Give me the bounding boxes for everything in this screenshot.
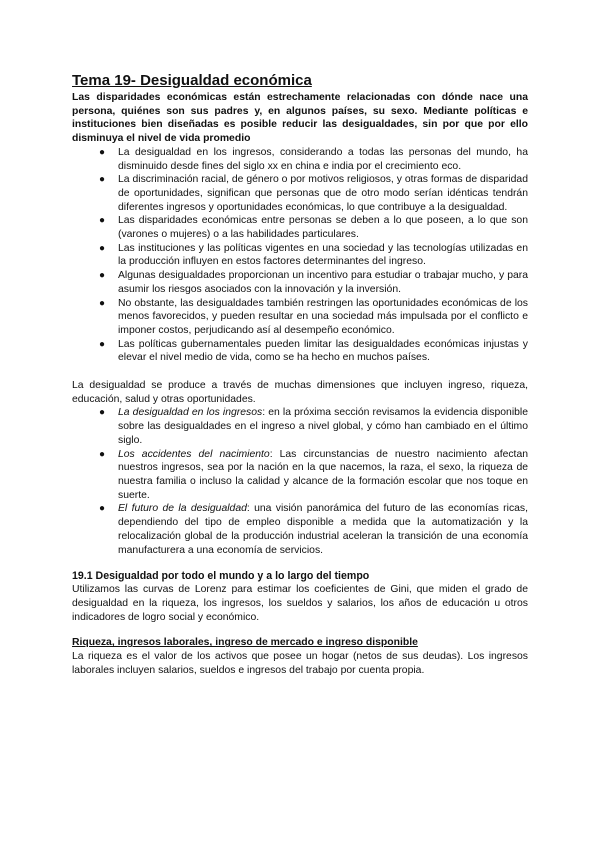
term: El futuro de la desigualdad	[118, 503, 247, 515]
term: La desigualdad en los ingresos	[118, 407, 263, 419]
bullet-icon: ●	[99, 270, 106, 282]
spacer	[72, 557, 528, 569]
spacer	[72, 365, 528, 379]
subsection-paragraph: La riqueza es el valor de los activos que posee un hogar (netos de sus deudas). Los ingresos laborales incluyen salarios, sueldos e ingresos del trabajo por cuenta propia.	[72, 651, 528, 677]
subsection-heading: Riqueza, ingresos laborales, ingreso de mercado e ingreso disponible	[72, 637, 418, 649]
bullet-icon: ●	[99, 297, 106, 309]
list-item: ● Las disparidades económicas entre personas se deben a lo que poseen, a lo que son (varones o mujeres) o a las habilidades particulares.	[99, 215, 528, 241]
list-item: ● La desigualdad en los ingresos, considerando a todas las personas del mundo, ha disminuido desde fines del siglo xx en china e india por el crecimiento eco.	[99, 146, 528, 172]
bullet-list-main	[72, 146, 528, 365]
bullet-icon: ●	[99, 407, 106, 419]
list-item: ● El futuro de la desigualdad: una visión panorámica del futuro de las economías ricas, dependiendo del tipo de empleo disponible a medida que la automatización y la relocalización global de la producción industrial aceleran la transición de una economía manufacturera a una economía de servicios.	[99, 503, 529, 556]
term: Los accidentes del nacimiento	[118, 448, 270, 460]
bullet-icon: ●	[99, 146, 106, 158]
bullet-list-dimensions	[72, 406, 528, 557]
list-item: ● No obstante, las desigualdades también restringen las oportunidades económicas de los menos favorecidos, y pueden resultar en una sociedad más impulsada por el conflicto e imponer costos, perjudicando así al desempeño económico.	[99, 297, 528, 336]
list-item: ● La desigualdad en los ingresos: en la próxima sección revisamos la evidencia disponible sobre las desigualdades en el ingreso a nivel global, y cómo han cambiado en el último siglo.	[99, 407, 528, 446]
document-content	[72, 71, 528, 678]
dimensions-paragraph: La desigualdad se produce a través de muchas dimensiones que incluyen ingreso, riqueza, educación, salud y otras oportunidades.	[72, 380, 528, 405]
section-heading: 19.1 Desigualdad por todo el mundo y a lo largo del tiempo	[72, 570, 370, 583]
section-paragraph: Utilizamos las curvas de Lorenz para estimar los coeficientes de Gini, que miden el grado de desigualdad en la riqueza, los ingresos, los sueldos y salarios, los años de educación u otros indicadores de logro social y económico.	[72, 584, 528, 623]
page-title: Tema 19- Desigualdad económica	[72, 72, 312, 89]
spacer	[72, 624, 528, 636]
intro-paragraph: Las disparidades económicas están estrechamente relacionadas con dónde nace una persona, quiénes son sus padres y, en algunos países, su sexo. Mediante políticas e instituciones bien diseñadas es posible reducir las desigualdades, sin por que por ello disminuya el nivel de vida promedio	[72, 92, 528, 145]
list-item: ● Los accidentes del nacimiento: Las circunstancias de nuestro nacimiento afectan nuestros ingresos, sea por la nación en la que nacemos, la raza, el sexo, la riqueza de nuestra familia o incluso la calidad y alcance de la formación escolar que nos toque en suerte.	[99, 448, 528, 501]
bullet-icon: ●	[99, 174, 106, 186]
list-item: ● Las instituciones y las políticas vigentes en una sociedad y las tecnologías utilizadas en la producción influyen en estos factores determinantes del ingreso.	[99, 242, 528, 268]
bullet-icon: ●	[99, 338, 106, 350]
list-item: ● Las políticas gubernamentales pueden limitar las desigualdades económicas injustas y elevar el nivel medio de vida, como se ha hecho en muchos países.	[99, 338, 528, 364]
bullet-icon: ●	[99, 242, 106, 254]
list-item: ● Algunas desigualdades proporcionan un incentivo para estudiar o trabajar mucho, y para asumir los riesgos asociados con la innovación y la inversión.	[99, 270, 528, 295]
bullet-icon: ●	[99, 448, 106, 460]
bullet-icon: ●	[99, 503, 106, 515]
bullet-icon: ●	[99, 215, 106, 227]
list-item: ● La discriminación racial, de género o por motivos religiosos, y otras formas de disparidad de oportunidades, significan que personas que de otro modo serían idénticas tendrán diferentes ingresos y oportunidades económicas, lo que contribuye a la desigualdad.	[99, 174, 528, 213]
